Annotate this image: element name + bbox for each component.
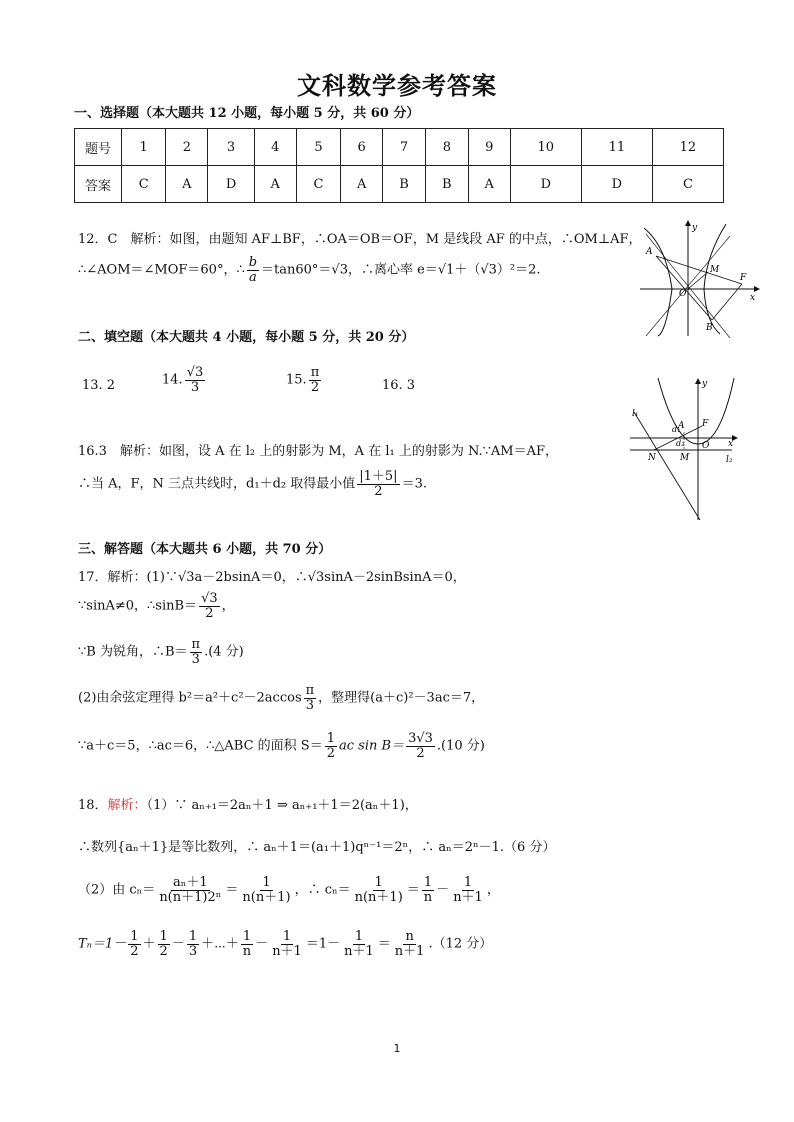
- denominator: n＋1: [453, 889, 483, 905]
- denominator: a: [249, 269, 257, 285]
- numerator: 1: [423, 875, 433, 890]
- denominator: n(n＋1): [242, 889, 291, 905]
- fraction: [422, 876, 434, 904]
- text-run: （2）由 cₙ＝: [78, 882, 156, 898]
- fraction: [187, 930, 199, 958]
- line-label: l₁: [632, 409, 639, 419]
- numerator: 1: [326, 731, 335, 746]
- table-cell: 4: [254, 129, 296, 166]
- numerator: 1: [130, 929, 139, 944]
- text-run: （1）∵ aₙ₊₁＝2aₙ＋1 ⇒ aₙ₊₁＋1＝2(aₙ＋1)，: [146, 798, 418, 813]
- text-run: ，: [221, 598, 235, 614]
- q12-line1: 12．C 解析：如图，由题知 AF⊥BF，∴OA＝OB＝OF，M 是线段 AF 的中点，∴OM⊥AF，: [78, 232, 642, 247]
- text-run: .(10 分): [436, 738, 485, 754]
- text-run: .（12 分）: [428, 936, 493, 952]
- denominator: n＋1: [344, 943, 374, 959]
- q17-line2: [78, 592, 235, 620]
- numerator: b: [248, 255, 258, 270]
- numerator: 1: [188, 929, 198, 944]
- q17-line5: [78, 732, 485, 760]
- axis-label: y: [702, 379, 708, 389]
- text-run: ＋⋯＋: [201, 936, 239, 952]
- text-run: ∵a＋c＝5，∴ac＝6，∴△ABC 的面积 S＝: [78, 738, 323, 754]
- page-number: 1: [393, 1042, 401, 1055]
- q18-line4: [78, 930, 492, 958]
- numerator: π: [310, 365, 320, 380]
- distance-label: d₁: [672, 425, 681, 434]
- point-label: O: [702, 441, 710, 451]
- q16-line2: [78, 470, 427, 498]
- q12-line2: [78, 256, 541, 284]
- table-cell: C: [296, 166, 340, 203]
- table-cell: C: [652, 166, 723, 203]
- point-label: O: [679, 289, 687, 299]
- fraction: [304, 684, 317, 712]
- text-run: ＝tan60°＝√3，∴离心率 e＝√1＋（√3）²＝2.: [261, 262, 541, 278]
- q17-line4: [78, 684, 484, 712]
- fraction: [270, 930, 304, 958]
- point-label: M: [680, 453, 690, 463]
- denominator: n(n＋1): [354, 889, 403, 905]
- text-run: ∴∠AOM＝∠MOF＝60°，∴: [78, 262, 245, 278]
- table-cell: 9: [468, 129, 510, 166]
- parabola-figure: [628, 374, 746, 524]
- point-label: F: [702, 419, 709, 429]
- point-label: M: [710, 265, 720, 275]
- numerator: 3√3: [408, 731, 433, 746]
- point-label: B: [706, 323, 713, 333]
- table-cell: D: [208, 166, 254, 203]
- fraction: [353, 876, 405, 904]
- numerator: π: [191, 637, 201, 652]
- denominator: 3: [191, 651, 200, 667]
- fraction: [393, 930, 427, 958]
- denominator: 2: [310, 379, 320, 395]
- table-cell: A: [468, 166, 510, 203]
- numerator: √3: [186, 365, 204, 380]
- text-run: ＝: [377, 936, 391, 952]
- answer-table: [74, 128, 724, 203]
- numerator: √3: [201, 591, 218, 606]
- q17-line1: 17．解析：(1)∵√3a－2bsinA＝0，∴√3sinA－2sinBsinA＝0，: [78, 570, 466, 585]
- fraction: [185, 366, 206, 394]
- table-cell: A: [341, 166, 383, 203]
- table-row-answers: [75, 166, 724, 203]
- answer-15: [286, 366, 323, 394]
- table-cell: 11: [581, 129, 652, 166]
- denominator: 2: [416, 745, 425, 761]
- text-run: ∴当 A，F，N 三点共线时，d₁＋d₂ 取得最小值: [78, 476, 356, 492]
- denominator: 2: [374, 483, 383, 499]
- answer-14: [162, 366, 207, 394]
- axis-label: x: [728, 439, 734, 449]
- table-cell: 2: [166, 129, 208, 166]
- axis-label: x: [750, 293, 756, 303]
- q16-line1: 16.3 解析：如图，设 A 在 l₂ 上的射影为 M，A 在 l₁ 上的射影为 N.∵AM＝AF，: [78, 444, 559, 459]
- table-header-cell: 答案: [75, 166, 122, 203]
- text-run: ac sin B＝: [339, 738, 405, 754]
- table-cell: B: [383, 166, 426, 203]
- table-cell: C: [122, 166, 166, 203]
- table-cell: A: [254, 166, 296, 203]
- numerator: 1: [262, 875, 271, 890]
- table-cell: 1: [122, 129, 166, 166]
- point-label: N: [648, 453, 656, 463]
- denominator: n: [242, 943, 252, 959]
- distance-label: d₂: [676, 439, 685, 448]
- table-cell: 3: [208, 129, 254, 166]
- text-run: Tₙ＝1－: [78, 936, 127, 952]
- text-run: .(4 分): [204, 644, 244, 660]
- numerator: 1: [242, 929, 252, 944]
- table-row-numbers: [75, 129, 724, 166]
- fraction: [309, 366, 322, 394]
- text-run: －: [255, 936, 269, 952]
- text-run: ，: [486, 882, 500, 898]
- text-run: －: [436, 882, 450, 898]
- text-run: ＋: [142, 936, 156, 952]
- text-run: ＝1－: [305, 936, 341, 952]
- text-run: ＝: [225, 882, 239, 898]
- fraction: [247, 256, 259, 284]
- section-heading-choice: 一、选择题（本大题共 12 小题，每小题 5 分，共 60 分）: [74, 106, 420, 121]
- point-label: F: [740, 273, 747, 283]
- denominator: n＋1: [394, 943, 425, 959]
- fraction: [406, 732, 435, 760]
- text-run: 18．: [78, 798, 108, 813]
- numerator: 1: [282, 929, 292, 944]
- text-run: ，整理得(a＋c)²－3ac＝7，: [318, 690, 485, 706]
- text-run: ∵sinA≠0，∴sinB＝: [78, 598, 198, 614]
- text-run: －: [171, 936, 185, 952]
- analysis-label: 解析：: [107, 798, 147, 813]
- table-header-cell: 题号: [75, 129, 122, 166]
- table-cell: 7: [383, 129, 426, 166]
- table-cell: 6: [341, 129, 383, 166]
- table-cell: 8: [425, 129, 468, 166]
- q18-line2: ∴数列{aₙ＋1}是等比数列，∴ aₙ＋1＝(a₁＋1)qⁿ⁻¹＝2ⁿ，∴ aₙ＝2ⁿ－1.（6 分）: [78, 840, 556, 855]
- table-cell: 12: [652, 129, 723, 166]
- page-title: 文科数学参考答案: [297, 71, 497, 100]
- fraction: [240, 876, 292, 904]
- denominator: 3: [188, 943, 198, 959]
- text-run: ∵B 为锐角，∴B＝: [78, 644, 188, 660]
- point-label: A: [646, 247, 653, 257]
- axis-label: y: [692, 223, 698, 233]
- denominator: 3: [190, 379, 200, 395]
- point-label: A: [678, 421, 685, 431]
- fraction: [241, 930, 253, 958]
- q18-line3: [78, 876, 500, 904]
- denominator: n＋1: [272, 943, 302, 959]
- text-run: ，∴ cₙ＝: [294, 882, 351, 898]
- fraction: [128, 930, 140, 958]
- denominator: 2: [130, 943, 139, 959]
- table-cell: A: [166, 166, 208, 203]
- hyperbola-figure: [638, 216, 764, 340]
- numerator: |1＋5|: [359, 469, 398, 484]
- table-cell: B: [425, 166, 468, 203]
- denominator: 3: [305, 697, 315, 713]
- numerator: 1: [463, 875, 473, 890]
- fraction: [357, 470, 399, 498]
- table-cell: D: [581, 166, 652, 203]
- text-run: ＝: [406, 882, 420, 898]
- numerator: 1: [374, 875, 383, 890]
- fraction: [190, 638, 203, 666]
- fraction: [158, 930, 170, 958]
- text-run: (2)由余弦定理得 b²＝a²＋c²－2accos: [78, 690, 302, 706]
- text-run: 14.: [162, 372, 183, 388]
- numerator: aₙ＋1: [173, 875, 208, 890]
- denominator: 2: [205, 605, 214, 621]
- fraction: [342, 930, 376, 958]
- q17-line3: [78, 638, 244, 666]
- fraction: [199, 592, 220, 620]
- denominator: 2: [326, 745, 335, 761]
- fraction: [451, 876, 485, 904]
- numerator: π: [305, 683, 315, 698]
- table-cell: D: [510, 166, 581, 203]
- numerator: 1: [354, 929, 364, 944]
- text-run: ＝3.: [401, 476, 427, 492]
- line-label: l₂: [726, 455, 733, 465]
- answer-13: 13. 2: [82, 378, 116, 393]
- q18-line1: [78, 794, 418, 813]
- denominator: n(n＋1)2ⁿ: [159, 889, 222, 905]
- text-run: 15.: [286, 372, 307, 388]
- fraction: [325, 732, 337, 760]
- section-heading-solve: 三、解答题（本大题共 6 小题，共 70 分）: [78, 542, 332, 557]
- denominator: 2: [159, 943, 168, 959]
- table-cell: 5: [296, 129, 340, 166]
- table-cell: 10: [510, 129, 581, 166]
- section-heading-fill: 二、填空题（本大题共 4 小题，每小题 5 分，共 20 分）: [78, 330, 415, 345]
- answer-16: 16. 3: [382, 378, 416, 393]
- numerator: n: [405, 929, 414, 944]
- numerator: 1: [159, 929, 168, 944]
- denominator: n: [423, 889, 433, 905]
- fraction: [157, 876, 223, 904]
